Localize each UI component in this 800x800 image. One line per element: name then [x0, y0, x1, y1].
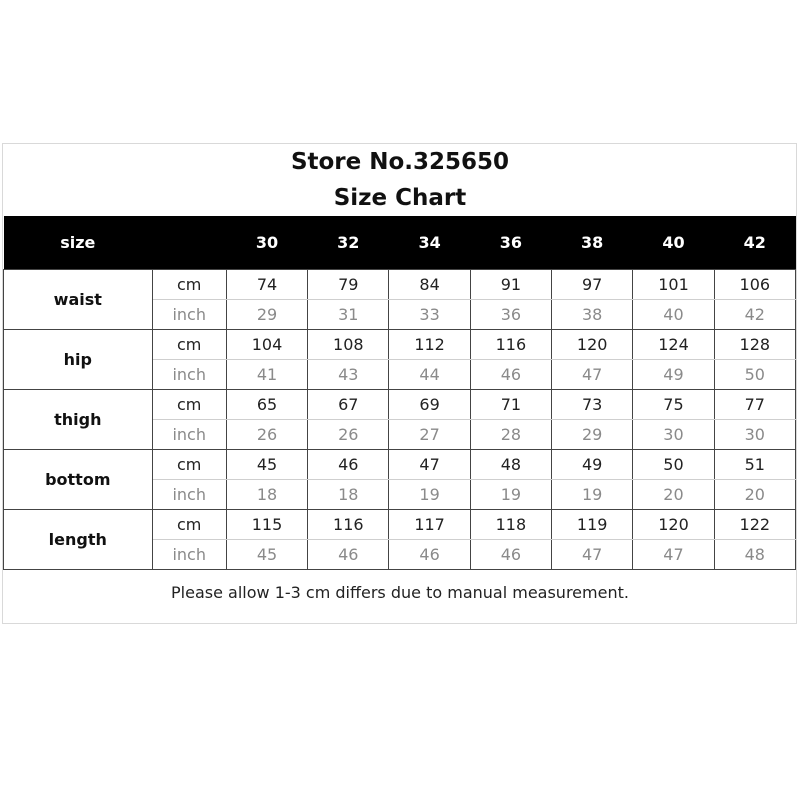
cm-value-cell: 75: [633, 390, 714, 420]
header-size: 38: [552, 216, 633, 270]
cm-value-cell: 97: [552, 270, 633, 300]
measurement-label: bottom: [4, 450, 153, 510]
cm-value-cell: 118: [470, 510, 551, 540]
inch-value-cell: 19: [470, 480, 551, 510]
inch-value-cell: 29: [552, 420, 633, 450]
cm-value-cell: 91: [470, 270, 551, 300]
cm-value-cell: 120: [552, 330, 633, 360]
inch-value-cell: 42: [714, 300, 795, 330]
table-row-cm: [4, 270, 796, 300]
inch-value-cell: 44: [389, 360, 470, 390]
inch-value-cell: 46: [308, 540, 389, 570]
inch-value-cell: 38: [552, 300, 633, 330]
inch-value-cell: 18: [226, 480, 307, 510]
inch-value-cell: 29: [226, 300, 307, 330]
inch-value-cell: 30: [714, 420, 795, 450]
inch-value-cell: 41: [226, 360, 307, 390]
header-size: 34: [389, 216, 470, 270]
unit-cm-label: cm: [152, 330, 226, 360]
cm-value-cell: 73: [552, 390, 633, 420]
cm-value-cell: 128: [714, 330, 795, 360]
cm-value-cell: 112: [389, 330, 470, 360]
inch-value-cell: 26: [308, 420, 389, 450]
table-row-cm: [4, 510, 796, 540]
inch-value-cell: 47: [552, 360, 633, 390]
cm-value-cell: 122: [714, 510, 795, 540]
cm-value-cell: 47: [389, 450, 470, 480]
inch-value-cell: 27: [389, 420, 470, 450]
table-row-cm: [4, 450, 796, 480]
cm-value-cell: 124: [633, 330, 714, 360]
inch-value-cell: 40: [633, 300, 714, 330]
unit-inch-label: inch: [152, 360, 226, 390]
cm-value-cell: 84: [389, 270, 470, 300]
inch-value-cell: 49: [633, 360, 714, 390]
unit-cm-label: cm: [152, 390, 226, 420]
inch-value-cell: 28: [470, 420, 551, 450]
cm-value-cell: 45: [226, 450, 307, 480]
table-row-cm: [4, 390, 796, 420]
inch-value-cell: 20: [633, 480, 714, 510]
size-table: [3, 216, 796, 570]
unit-inch-label: inch: [152, 540, 226, 570]
cm-value-cell: 77: [714, 390, 795, 420]
measurement-label: thigh: [4, 390, 153, 450]
inch-value-cell: 50: [714, 360, 795, 390]
unit-inch-label: inch: [152, 480, 226, 510]
table-row-cm: [4, 330, 796, 360]
unit-cm-label: cm: [152, 270, 226, 300]
cm-value-cell: 115: [226, 510, 307, 540]
cm-value-cell: 71: [470, 390, 551, 420]
measurement-label: hip: [4, 330, 153, 390]
cm-value-cell: 116: [470, 330, 551, 360]
unit-cm-label: cm: [152, 450, 226, 480]
inch-value-cell: 46: [470, 540, 551, 570]
cm-value-cell: 46: [308, 450, 389, 480]
inch-value-cell: 26: [226, 420, 307, 450]
table-body: [4, 270, 796, 570]
table-header-row: [4, 216, 796, 270]
inch-value-cell: 43: [308, 360, 389, 390]
measurement-note: Please allow 1-3 cm differs due to manual measurement.: [171, 583, 629, 602]
cm-value-cell: 104: [226, 330, 307, 360]
header-size: 32: [308, 216, 389, 270]
cm-value-cell: 101: [633, 270, 714, 300]
header-size: 30: [226, 216, 307, 270]
cm-value-cell: 50: [633, 450, 714, 480]
cm-value-cell: 67: [308, 390, 389, 420]
inch-value-cell: 36: [470, 300, 551, 330]
cm-value-cell: 69: [389, 390, 470, 420]
chart-title: Size Chart: [333, 185, 467, 211]
header-size: 40: [633, 216, 714, 270]
cm-value-cell: 116: [308, 510, 389, 540]
inch-value-cell: 47: [633, 540, 714, 570]
inch-value-cell: 18: [308, 480, 389, 510]
inch-value-cell: 47: [552, 540, 633, 570]
inch-value-cell: 45: [226, 540, 307, 570]
inch-value-cell: 19: [389, 480, 470, 510]
cm-value-cell: 51: [714, 450, 795, 480]
inch-value-cell: 33: [389, 300, 470, 330]
inch-value-cell: 31: [308, 300, 389, 330]
cm-value-cell: 106: [714, 270, 795, 300]
header-size-label: size: [4, 216, 153, 270]
unit-inch-label: inch: [152, 300, 226, 330]
inch-value-cell: 30: [633, 420, 714, 450]
measurement-label: waist: [4, 270, 153, 330]
inch-value-cell: 20: [714, 480, 795, 510]
cm-value-cell: 120: [633, 510, 714, 540]
header-size: 42: [714, 216, 795, 270]
inch-value-cell: 46: [389, 540, 470, 570]
cm-value-cell: 48: [470, 450, 551, 480]
cm-value-cell: 108: [308, 330, 389, 360]
store-title: Store No.325650: [290, 149, 510, 175]
measurement-label: length: [4, 510, 153, 570]
header-size: 36: [470, 216, 551, 270]
inch-value-cell: 46: [470, 360, 551, 390]
unit-cm-label: cm: [152, 510, 226, 540]
cm-value-cell: 117: [389, 510, 470, 540]
cm-value-cell: 74: [226, 270, 307, 300]
cm-value-cell: 79: [308, 270, 389, 300]
unit-inch-label: inch: [152, 420, 226, 450]
inch-value-cell: 19: [552, 480, 633, 510]
header-unit-spacer: [152, 216, 226, 270]
inch-value-cell: 48: [714, 540, 795, 570]
cm-value-cell: 119: [552, 510, 633, 540]
cm-value-cell: 65: [226, 390, 307, 420]
cm-value-cell: 49: [552, 450, 633, 480]
